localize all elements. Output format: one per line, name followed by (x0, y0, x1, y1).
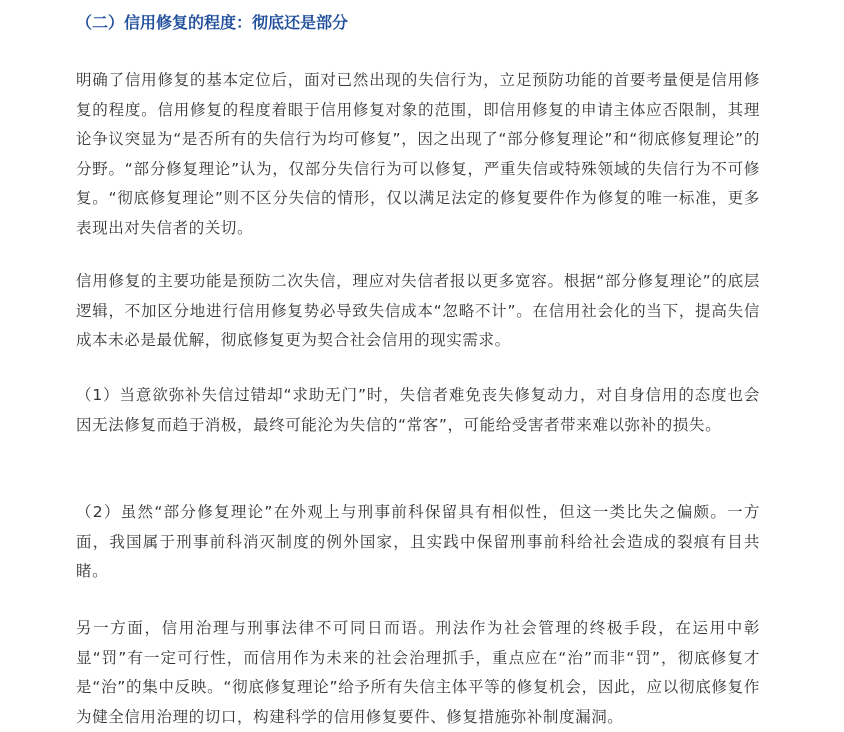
paragraph-other-aspect: 另一方面，信用治理与刑事法律不可同日而语。刑法作为社会管理的终极手段，在运用中彰显“罚”有一定可行性，而信用作为未来的社会治理抓手，重点应在“治”而非“罚”，彻底修复才是“治”的集中反映。“彻底修复理论”给予所有失信主体平等的修复机会，因此，应以彻底修复作为健全信用治理的切口，构建科学的信用修复要件、修复措施弥补制度漏洞。 (76, 619, 760, 726)
section-heading: （二）信用修复的程度：彻底还是部分 (76, 13, 349, 32)
paragraph-repair-degree: 明确了信用修复的基本定位后，面对已然出现的失信行为，立足预防功能的首要考量便是信用修复的程度。信用修复的程度着眼于信用修复对象的范围，即信用修复的申请主体应否限制，其理论争议突显为“是否所有的失信行为均可修复”，因之出现了“部分修复理论”和“彻底修复理论”的分野。“部分修复理论”认为，仅部分失信行为可以修复，严重失信或特殊领域的失信行为不可修复。“彻底修复理论”则不区分失信的情形，仅以满足法定的修复要件作为修复的唯一标准，更多表现出对失信者的关切。 (76, 71, 760, 237)
paragraph-point-1: （1）当意欲弥补失信过错却“求助无门”时，失信者难免丧失修复动力，对自身信用的态度也会因无法修复而趋于消极，最终可能沦为失信的“常客”，可能给受害者带来难以弥补的损失。 (76, 386, 760, 434)
paragraph-point-2: （2）虽然“部分修复理论”在外观上与刑事前科保留具有相似性，但这一类比失之偏颇。一方面，我国属于刑事前科消灭制度的例外国家，且实践中保留刑事前科给社会造成的裂痕有目共睹。 (76, 503, 760, 580)
paragraph-main-function: 信用修复的主要功能是预防二次失信，理应对失信者报以更多宽容。根据“部分修复理论”的底层逻辑，不加区分地进行信用修复势必导致失信成本“忽略不计”。在信用社会化的当下，提高失信成本未必是最优解，彻底修复更为契合社会信用的现实需求。 (76, 272, 760, 349)
